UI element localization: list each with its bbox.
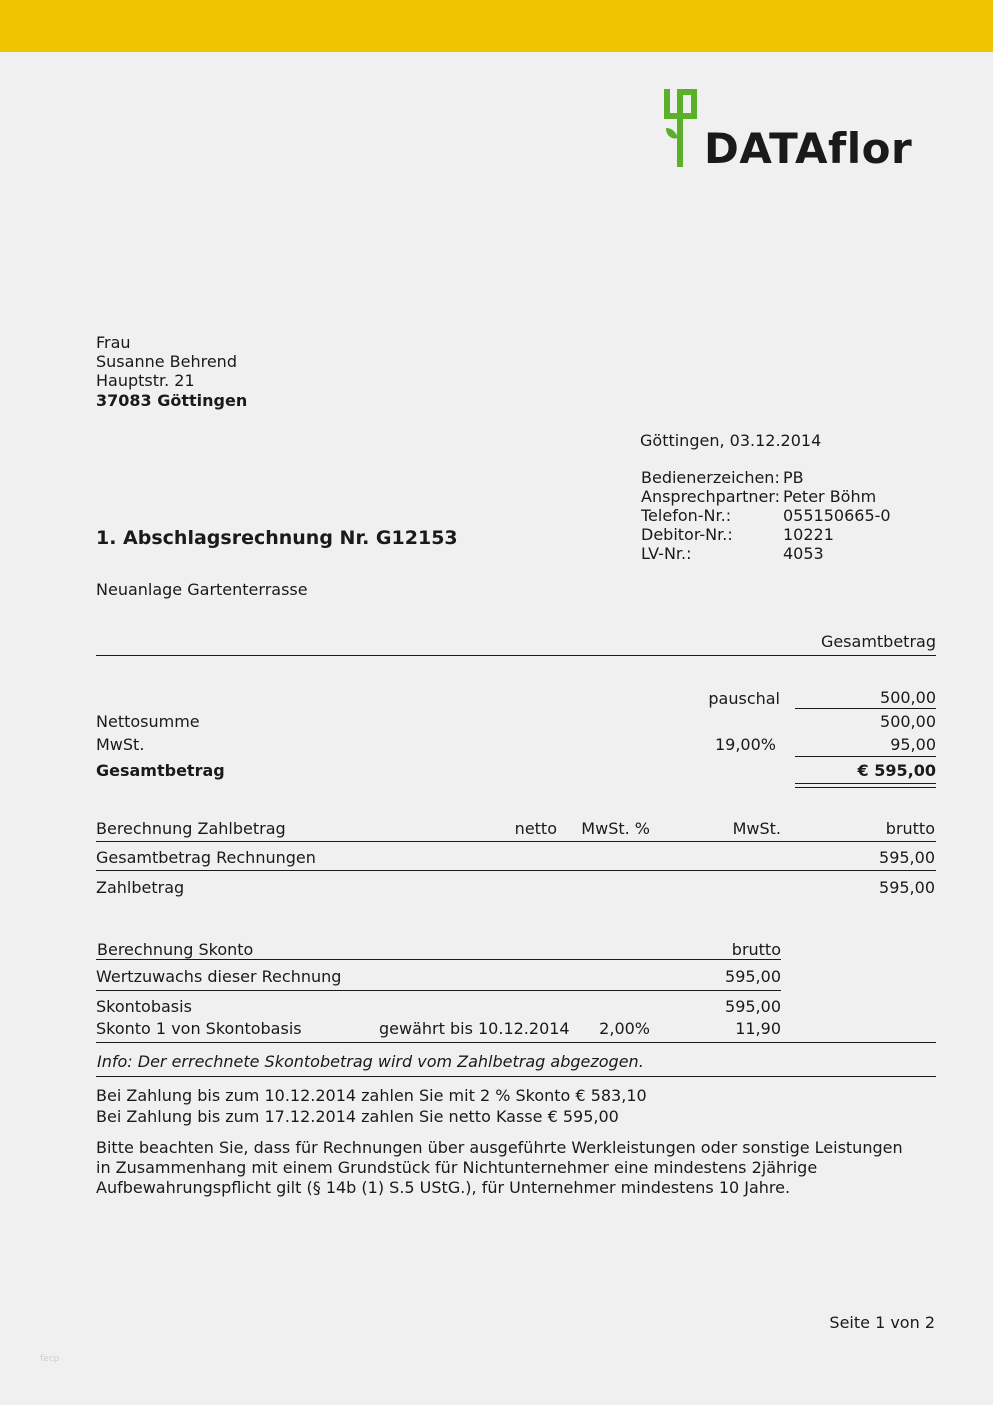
wertzuwachs-label: Wertzuwachs dieser Rechnung (96, 967, 342, 986)
skonto1-value: 11,90 (735, 1019, 781, 1038)
divider (96, 1076, 936, 1077)
meta-value: 4053 (783, 544, 824, 563)
skonto1-until: gewährt bis 10.12.2014 (379, 1019, 570, 1038)
divider (795, 756, 936, 757)
meta-label: Telefon-Nr.: (641, 506, 732, 525)
divider (96, 841, 936, 842)
meta-value: 055150665-0 (783, 506, 891, 525)
meta-value: Peter Böhm (783, 487, 877, 506)
zahlbetrag-title: Berechnung Zahlbetrag (96, 819, 286, 838)
place-date: Göttingen, 03.12.2014 (640, 431, 822, 450)
rechnungen-label: Gesamtbetrag Rechnungen (96, 848, 316, 867)
zahlbetrag-value: 595,00 (879, 878, 935, 897)
gesamt-value: € 595,00 (857, 761, 936, 780)
wertzuwachs-value: 595,00 (725, 967, 781, 986)
netto-value: 500,00 (880, 712, 936, 731)
zahlbetrag-label: Zahlbetrag (96, 878, 185, 897)
divider (96, 870, 936, 871)
invoice-subject: Neuanlage Gartenterrasse (96, 580, 308, 599)
payment-term: Bei Zahlung bis zum 17.12.2014 zahlen Sie netto Kasse € 595,00 (96, 1107, 619, 1126)
col-mwst-pct: MwSt. % (581, 819, 650, 838)
recipient-salutation: Frau (96, 333, 131, 352)
rechnungen-value: 595,00 (879, 848, 935, 867)
pauschal-value: 500,00 (880, 688, 936, 707)
page-number: Seite 1 von 2 (829, 1313, 935, 1332)
mwst-value: 95,00 (890, 735, 936, 754)
divider (96, 1042, 936, 1043)
recipient-street: Hauptstr. 21 (96, 371, 195, 390)
retention-notice: Bitte beachten Sie, dass für Rechnungen über ausgeführte Werkleistungen oder sonstige Leistungen in Zusammenhang mit einem Grundstück für Nichtunternehmer eine mindestens 2jährige Aufbewahrungspflicht gilt (§ 14b (1) S.5 UStG.), für Unternehmer mindestens 10 Jahre. (96, 1138, 903, 1197)
pauschal-label: pauschal (708, 689, 780, 708)
skontobasis-value: 595,00 (725, 997, 781, 1016)
col-mwst: MwSt. (732, 819, 781, 838)
skonto1-pct: 2,00% (599, 1019, 650, 1038)
top-accent-bar (0, 0, 993, 52)
netto-label: Nettosumme (96, 712, 200, 731)
invoice-title: 1. Abschlagsrechnung Nr. G12153 (96, 527, 458, 549)
meta-value: 10221 (783, 525, 834, 544)
meta-value: PB (783, 468, 804, 487)
mwst-label: MwSt. (96, 735, 145, 754)
recipient-name: Susanne Behrend (96, 352, 237, 371)
plant-sprout-icon (660, 86, 702, 170)
col-brutto: brutto (885, 819, 935, 838)
recipient-city: 37083 Göttingen (96, 391, 248, 410)
mwst-rate: 19,00% (714, 735, 776, 754)
meta-label: Debitor-Nr.: (641, 525, 733, 544)
footer-mark: fecp (40, 1354, 60, 1364)
meta-label: Bedienerzeichen: (641, 468, 780, 487)
col-netto: netto (514, 819, 557, 838)
payment-term: Bei Zahlung bis zum 10.12.2014 zahlen Sie mit 2 % Skonto € 583,10 (96, 1086, 647, 1105)
skonto1-label: Skonto 1 von Skontobasis (96, 1019, 302, 1038)
divider (96, 990, 781, 991)
meta-label: Ansprechpartner: (641, 487, 781, 506)
totals-header: Gesamtbetrag (820, 632, 936, 651)
skonto-info: Info: Der errechnete Skontobetrag wird vom Zahlbetrag abgezogen. (97, 1052, 644, 1071)
skonto-col-brutto: brutto (731, 940, 781, 959)
brand-wordmark: DATAflor (704, 124, 913, 173)
double-underline (795, 783, 936, 788)
meta-label: LV-Nr.: (641, 544, 692, 563)
divider (795, 708, 936, 709)
gesamt-label: Gesamtbetrag (96, 761, 225, 780)
skonto-title: Berechnung Skonto (97, 940, 254, 959)
divider (96, 959, 781, 960)
skontobasis-label: Skontobasis (96, 997, 192, 1016)
divider (96, 655, 936, 656)
